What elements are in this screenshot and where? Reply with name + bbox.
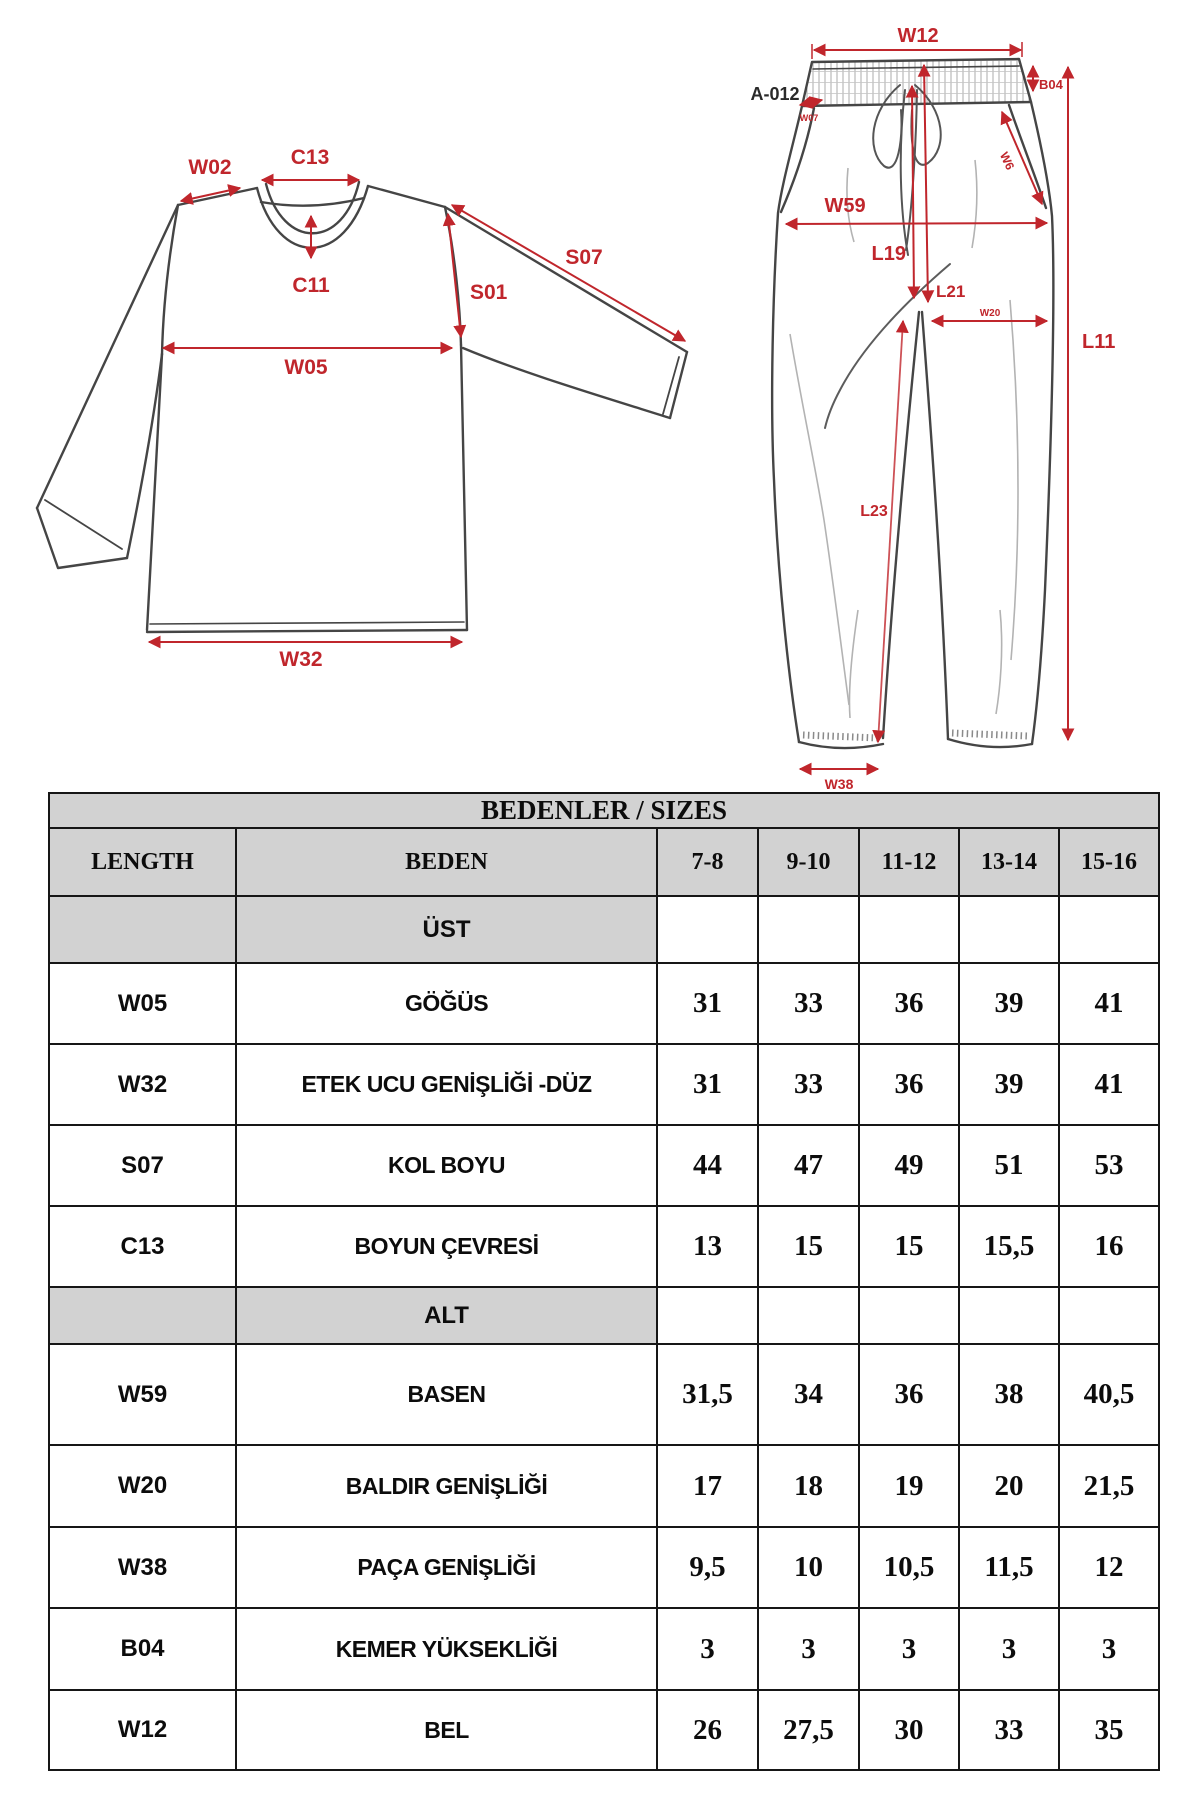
pants-waistband-height-label: B04	[1039, 77, 1063, 92]
row-value: 3	[1059, 1608, 1159, 1690]
shirt-hem-width-label: W32	[279, 648, 323, 671]
pants-right-pocket	[1009, 105, 1046, 208]
row-value: 39	[959, 1044, 1059, 1125]
row-name: KOL BOYU	[236, 1125, 657, 1206]
shirt-right-shoulder	[368, 186, 445, 207]
dim-s01-line	[448, 214, 461, 337]
row-value: 3	[758, 1608, 859, 1690]
table-row-w32	[49, 1044, 1159, 1125]
shirt-right-armhole	[445, 207, 461, 345]
row-name: KEMER YÜKSEKLİĞİ	[236, 1608, 657, 1690]
row-name: ETEK UCU GENİŞLİĞİ -DÜZ	[236, 1044, 657, 1125]
dim-s07-line	[452, 205, 685, 341]
size-table	[48, 792, 1160, 1771]
row-value: 10,5	[859, 1527, 959, 1608]
row-value: 33	[758, 1044, 859, 1125]
col-header-size-11-12: 11-12	[859, 828, 959, 896]
row-name: BOYUN ÇEVRESİ	[236, 1206, 657, 1287]
row-name: BEL	[236, 1690, 657, 1770]
shirt-shoulder-label: W02	[188, 156, 232, 179]
row-value: 30	[859, 1690, 959, 1770]
row-value: 36	[859, 1344, 959, 1445]
row-name: BALDIR GENİŞLİĞİ	[236, 1445, 657, 1527]
row-value: 21,5	[1059, 1445, 1159, 1527]
shirt-right-cuff-line	[663, 357, 679, 414]
pants-front-rise-label: L19	[871, 243, 906, 265]
row-value: 3	[959, 1608, 1059, 1690]
row-code: W32	[49, 1044, 236, 1125]
row-value: 36	[859, 1044, 959, 1125]
row-code: W05	[49, 963, 236, 1044]
table-title: BEDENLER / SIZES	[49, 793, 1159, 828]
shirt-left-armhole	[162, 205, 178, 354]
table-row-b04	[49, 1608, 1159, 1690]
shirt-left-shoulder	[178, 188, 257, 205]
pants-pocket-offset-label: W07	[799, 113, 819, 123]
table-title-row	[49, 793, 1159, 828]
pants-rise-alt-label: L21	[936, 282, 966, 301]
row-code: C13	[49, 1206, 236, 1287]
row-value: 31	[657, 963, 758, 1044]
table-header-row	[49, 828, 1159, 896]
row-name: PAÇA GENİŞLİĞİ	[236, 1527, 657, 1608]
row-value: 18	[758, 1445, 859, 1527]
pants-left-inseam	[883, 312, 919, 738]
table-row-s07	[49, 1125, 1159, 1206]
shirt-neck-depth-label: C11	[292, 274, 330, 297]
row-code: S07	[49, 1125, 236, 1206]
table-row-w05	[49, 963, 1159, 1044]
pants-outseam-label: L11	[1082, 331, 1116, 353]
pants-right-inseam	[922, 312, 948, 739]
pants-left-outer	[772, 106, 802, 742]
garment-diagrams	[0, 0, 1200, 792]
shirt-back-neck	[261, 198, 364, 206]
row-value: 11,5	[959, 1527, 1059, 1608]
row-value: 36	[859, 963, 959, 1044]
row-value: 41	[1059, 1044, 1159, 1125]
col-header-size-9-10: 9-10	[758, 828, 859, 896]
shirt-collar-inner	[266, 182, 359, 233]
section-alt-label: ALT	[236, 1287, 657, 1344]
col-header-beden: BEDEN	[236, 828, 657, 896]
row-value: 38	[959, 1344, 1059, 1445]
col-header-size-7-8: 7-8	[657, 828, 758, 896]
section-row-ust	[49, 896, 1159, 963]
shirt-neck-width-label: C13	[290, 146, 330, 169]
row-value: 3	[859, 1608, 959, 1690]
row-value: 33	[959, 1690, 1059, 1770]
row-value: 40,5	[1059, 1344, 1159, 1445]
col-header-length: LENGTH	[49, 828, 236, 896]
row-value: 47	[758, 1125, 859, 1206]
row-value: 16	[1059, 1206, 1159, 1287]
shirt-hem	[147, 630, 467, 632]
row-name: BASEN	[236, 1344, 657, 1445]
row-value: 39	[959, 963, 1059, 1044]
row-code: B04	[49, 1608, 236, 1690]
row-value: 9,5	[657, 1527, 758, 1608]
row-value: 15	[859, 1206, 959, 1287]
row-value: 15,5	[959, 1206, 1059, 1287]
row-value: 53	[1059, 1125, 1159, 1206]
shirt-sleeve-length-label: S07	[565, 246, 603, 269]
row-value: 13	[657, 1206, 758, 1287]
row-value: 26	[657, 1690, 758, 1770]
row-value: 35	[1059, 1690, 1159, 1770]
pants-cuff-ribs	[803, 733, 1028, 738]
row-value: 20	[959, 1445, 1059, 1527]
table-row-w38	[49, 1527, 1159, 1608]
pants-crotch-crease	[825, 264, 950, 428]
shirt-body-left	[147, 354, 162, 630]
shirt-right-sleeve-top	[445, 207, 687, 352]
dim-w59-line	[786, 223, 1047, 224]
shirt-body-right	[461, 345, 467, 630]
pants-style-code-label: A-012	[750, 84, 800, 104]
section-alt-spacer	[49, 1287, 236, 1344]
row-value: 44	[657, 1125, 758, 1206]
section-ust-spacer	[49, 896, 236, 963]
shirt-hem-stitch	[150, 622, 464, 624]
section-ust-label: ÜST	[236, 896, 657, 963]
shirt-right-sleeve-inner	[463, 348, 670, 418]
row-code: W12	[49, 1690, 236, 1770]
row-value: 10	[758, 1527, 859, 1608]
row-value: 12	[1059, 1527, 1159, 1608]
shirt-chest-label: W05	[284, 356, 328, 379]
pants-pocket-opening-label: W6	[996, 149, 1018, 173]
row-value: 15	[758, 1206, 859, 1287]
row-value: 41	[1059, 963, 1159, 1044]
pants-inseam-label: L23	[860, 503, 888, 520]
dim-l19-line	[912, 86, 914, 298]
row-code: W20	[49, 1445, 236, 1527]
shirt-left-cuff	[37, 508, 127, 568]
section-row-alt	[49, 1287, 1159, 1344]
table-row-w20	[49, 1445, 1159, 1527]
row-value: 34	[758, 1344, 859, 1445]
shirt-collar-outer	[257, 186, 368, 248]
pants-drawstring-tail-left	[901, 90, 908, 255]
row-value: 3	[657, 1608, 758, 1690]
pants-right-cuff	[948, 739, 1032, 747]
pants-hip-label: W59	[824, 195, 866, 217]
row-value: 31,5	[657, 1344, 758, 1445]
table-row-c13	[49, 1206, 1159, 1287]
row-value: 49	[859, 1125, 959, 1206]
col-header-size-15-16: 15-16	[1059, 828, 1159, 896]
row-value: 33	[758, 963, 859, 1044]
row-value: 31	[657, 1044, 758, 1125]
shirt-dimensions	[149, 180, 685, 642]
pants-left-cuff	[799, 742, 883, 748]
row-code: W59	[49, 1344, 236, 1445]
row-value: 17	[657, 1445, 758, 1527]
row-value: 27,5	[758, 1690, 859, 1770]
pants-leg-opening-label: W38	[824, 776, 854, 792]
col-header-size-13-14: 13-14	[959, 828, 1059, 896]
table-row-w59	[49, 1344, 1159, 1445]
table-row-w12	[49, 1690, 1159, 1770]
row-value: 19	[859, 1445, 959, 1527]
row-value: 51	[959, 1125, 1059, 1206]
shirt-left-cuff-line	[45, 500, 122, 549]
shirt-armhole-label: S01	[470, 281, 508, 304]
pants-thigh-label: W20	[979, 308, 1001, 319]
pants-waist-label: W12	[897, 25, 939, 47]
row-name: GÖĞÜS	[236, 963, 657, 1044]
row-code: W38	[49, 1527, 236, 1608]
